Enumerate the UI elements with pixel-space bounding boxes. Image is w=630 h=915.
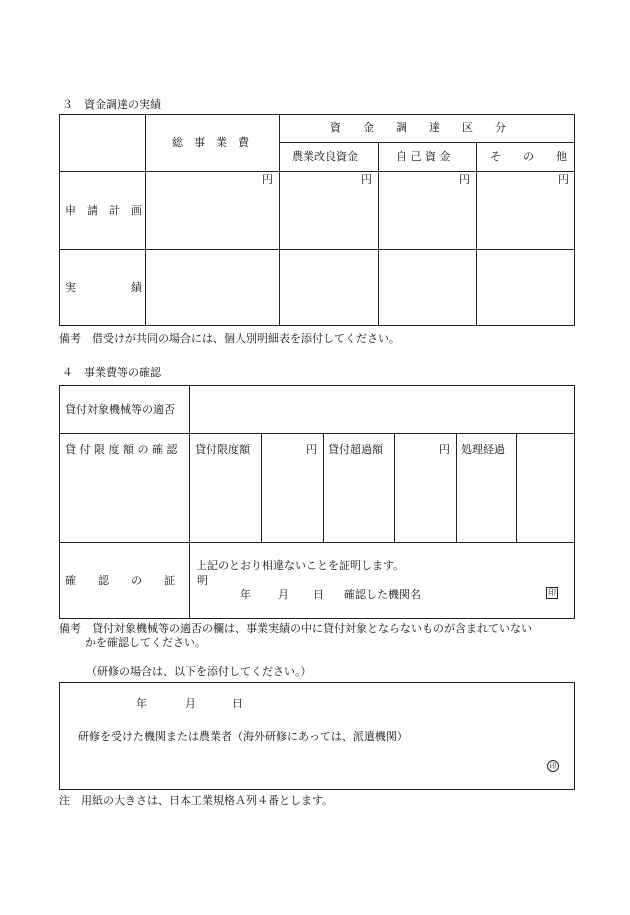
header-total-cost: 総 事 業 費 xyxy=(172,136,249,149)
row-machine-eligibility: 貸付対象機械等の適否 xyxy=(65,403,175,416)
training-organization-text: 研修を受けた機関または農業者（海外研修にあっては、派遣機関） xyxy=(78,730,408,743)
section4-note-line2: かを確認してください。 xyxy=(85,636,206,649)
processing-history-label: 処理経過 xyxy=(461,443,505,456)
header-other: そ の 他 xyxy=(490,150,567,163)
header-own-funds: 自 己 資 金 xyxy=(396,150,451,163)
training-date-month: 月 xyxy=(185,697,196,710)
cert-date-month: 月 xyxy=(278,588,289,601)
yen-unit: 円 xyxy=(459,173,470,186)
header-improvement-fund: 農業改良資金 xyxy=(292,150,358,163)
row-loan-limit-confirmation: 貸 付 限 度 額 の 確 認 xyxy=(65,443,178,456)
training-date-day: 日 xyxy=(232,697,243,710)
seal-mark-icon: 印 xyxy=(548,588,556,597)
cert-date-day: 日 xyxy=(313,588,324,601)
footer-note: 注 用紙の大きさは、日本工業規格Ａ列４番とします。 xyxy=(59,794,334,807)
loan-limit-amount-label: 貸付限度額 xyxy=(195,443,250,456)
cert-date-year: 年 xyxy=(240,588,251,601)
certification-statement: 上記のとおり相違ないことを証明します。 xyxy=(196,559,405,572)
row-actual-results: 実 績 xyxy=(65,281,142,294)
section4-title: ４ 事業費等の確認 xyxy=(62,366,161,379)
section4-note-line1: 備考 貸付対象機械等の適否の欄は、事業実績の中に貸付対象とならないものが含まれていない xyxy=(59,622,532,635)
row-certification: 確 認 の 証 明 xyxy=(65,574,208,587)
training-intro: （研修の場合は、以下を添付してください。） xyxy=(86,665,312,678)
yen-unit: 円 xyxy=(262,173,273,186)
yen-unit: 円 xyxy=(439,443,450,456)
yen-unit: 円 xyxy=(558,173,569,186)
header-funding-breakdown: 資 金 調 達 区 分 xyxy=(330,121,506,134)
training-date-year: 年 xyxy=(136,697,147,710)
yen-unit: 円 xyxy=(306,443,317,456)
seal-mark-icon: 印 xyxy=(547,760,559,772)
loan-excess-amount-label: 貸付超過額 xyxy=(328,443,383,456)
section3-title: ３ 資金調達の実績 xyxy=(62,98,161,111)
row-application-plan: 申 請 計 画 xyxy=(65,204,142,217)
section3-note: 備考 借受けが共同の場合には、個人別明細表を添付してください。 xyxy=(59,332,400,345)
certifying-organization-label: 確認した機関名 xyxy=(344,588,421,601)
yen-unit: 円 xyxy=(361,173,372,186)
